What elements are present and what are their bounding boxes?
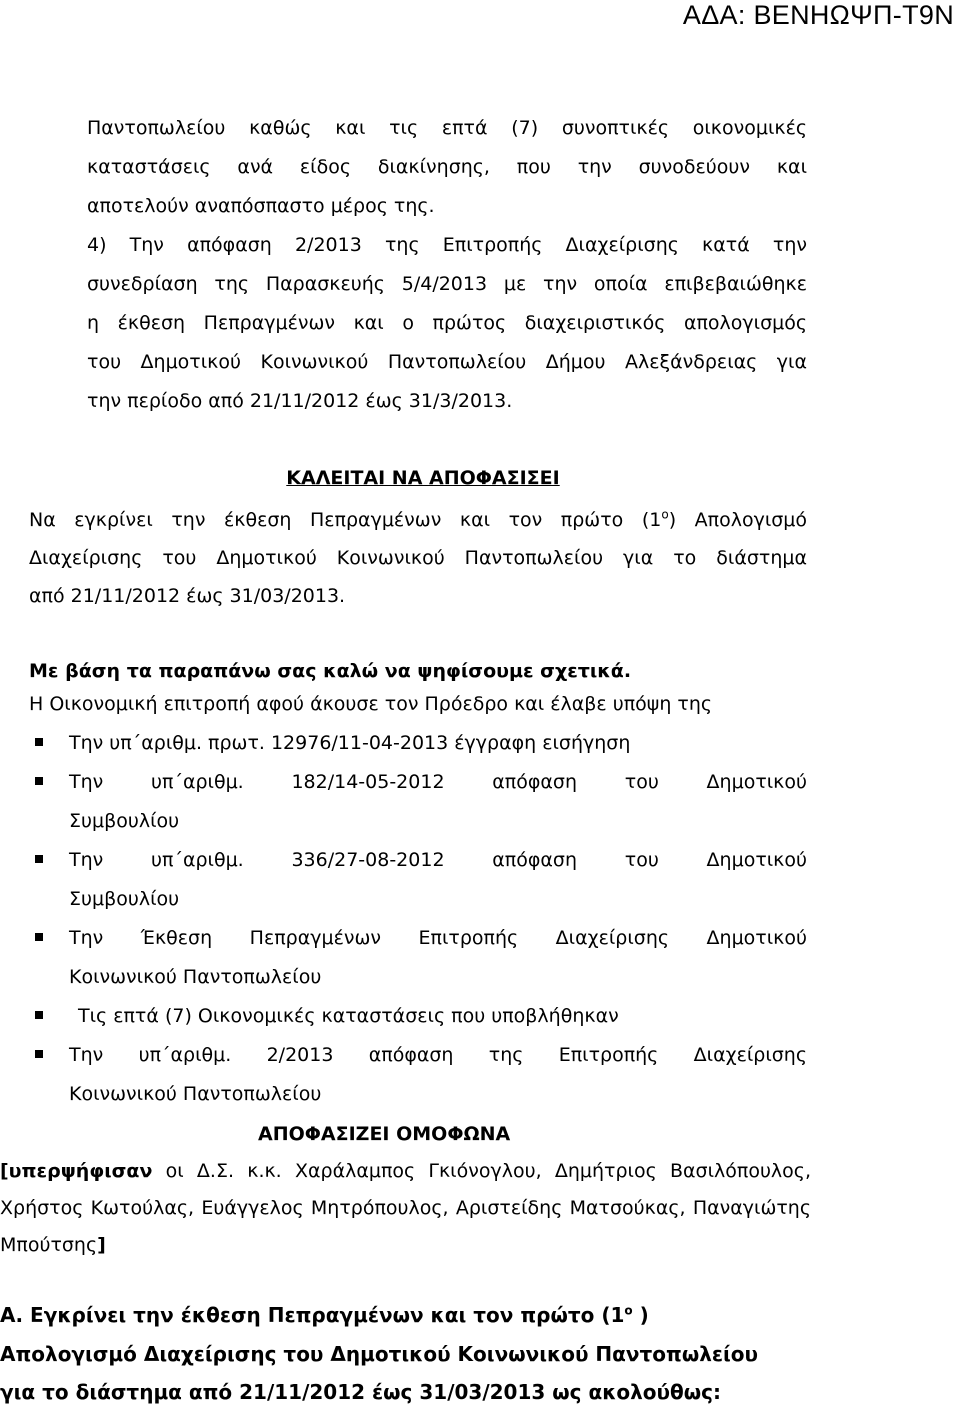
considered-item-3-cont: Συμβουλίου: [69, 888, 180, 910]
intro-line-4: 4) Την απόφαση 2/2013 της Επιτροπής Διαχείρισης κατά την: [87, 234, 807, 256]
intro-line-2: καταστάσεις ανά είδος διακίνησης, που την συνοδεύουν και: [87, 156, 807, 178]
bullet-1: [35, 738, 43, 746]
approve-line-2: Διαχείρισης του Δημοτικού Κοινωνικού Παντοπωλείου για το διάστημα: [29, 547, 807, 569]
approve-line-1: Να εγκρίνει την έκθεση Πεπραγμένων και τον πρώτο $(1^o)$ Απολογισμό: [29, 507, 808, 531]
decision-a-line-2: Απολογισμό Διαχείρισης του Δημοτικού Κοινωνικού Παντοπωλείου: [0, 1342, 759, 1366]
committee-line: Η Οικονομική επιτροπή αφού άκουσε τον Πρόεδρο και έλαβε υπόψη της: [29, 693, 713, 715]
decision-heading: ΑΠΟΦΑΣΙΖΕΙ ΟΜΟΦΩΝΑ: [258, 1123, 511, 1145]
considered-item-5: Τις επτά (7) Οικονομικές καταστάσεις που υποβλήθηκαν: [78, 1005, 619, 1027]
considered-item-3: Την υπ΄αριθμ. 336/27-08-2012 απόφαση του Δημοτικού: [69, 849, 807, 871]
votes-line-2: Χρήστος Κωτούλας, Ευάγγελος Μητρόπουλος, Αριστείδης Ματσούκας, Παναγιώτης: [0, 1197, 811, 1219]
approve-line-3: από 21/11/2012 έως 31/03/2013.: [29, 585, 346, 607]
intro-line-8: την περίοδο από 21/11/2012 έως 31/3/2013.: [87, 390, 513, 412]
votes-line-3: Μπούτσης]: [0, 1234, 106, 1256]
bullet-3: [35, 855, 43, 863]
bullet-2: [35, 777, 43, 785]
bullet-6: [35, 1050, 43, 1058]
considered-item-6: Την υπ΄αριθμ. 2/2013 απόφαση της Επιτροπής Διαχείρισης: [69, 1044, 807, 1066]
vote-request: Με βάση τα παραπάνω σας καλώ να ψηφίσουμε σχετικά.: [29, 660, 632, 682]
ada-code: ΑΔΑ: ΒΕΝΗΩΨΠ-Τ9Ν: [682, 0, 954, 30]
decision-a-line-3: για το διάστημα από 21/11/2012 έως 31/03/2013 ως ακολούθως:: [0, 1380, 722, 1404]
votes-line-1: [υπερψήφισαν οι Δ.Σ. κ.κ. Χαράλαμπος Γκιόνογλου, Δημήτριος Βασιλόπουλος,: [0, 1160, 811, 1182]
considered-item-4: Την Έκθεση Πεπραγμένων Επιτροπής Διαχείρισης Δημοτικού: [69, 927, 807, 949]
considered-item-2-cont: Συμβουλίου: [69, 810, 180, 832]
intro-line-5: συνεδρίαση της Παρασκευής 5/4/2013 με την οποία επιβεβαιώθηκε: [87, 273, 807, 295]
called-to-decide-heading: ΚΑΛΕΙΤΑΙ ΝΑ ΑΠΟΦΑΣΙΣΕΙ: [286, 467, 560, 489]
considered-item-1: Την υπ΄αριθμ. πρωτ. 12976/11-04-2013 έγγραφη εισήγηση: [69, 732, 631, 754]
intro-line-3: αποτελούν αναπόσπαστο μέρος της.: [87, 195, 435, 217]
bullet-4: [35, 933, 43, 941]
intro-line-6: η έκθεση Πεπραγμένων και ο πρώτος διαχειριστικός απολογισμός: [87, 312, 807, 334]
considered-item-6-cont: Κοινωνικού Παντοπωλείου: [69, 1083, 322, 1105]
decision-a-line-1: Α. Εγκρίνει την έκθεση Πεπραγμένων και τον πρώτο ($1^o$ ): [0, 1303, 649, 1327]
considered-item-4-cont: Κοινωνικού Παντοπωλείου: [69, 966, 322, 988]
intro-line-1: Παντοπωλείου καθώς και τις επτά (7) συνοπτικές οικονομικές: [87, 117, 807, 139]
considered-item-2: Την υπ΄αριθμ. 182/14-05-2012 απόφαση του Δημοτικού: [69, 771, 807, 793]
intro-line-7: του Δημοτικού Κοινωνικού Παντοπωλείου Δήμου Αλεξάνδρειας για: [87, 351, 807, 373]
bullet-5: [35, 1011, 43, 1019]
